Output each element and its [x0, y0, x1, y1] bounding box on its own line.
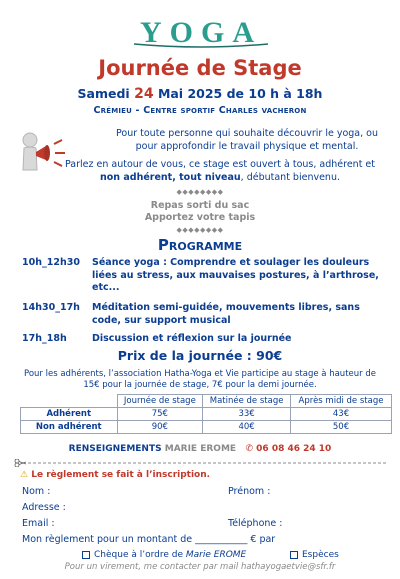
table-header: Journée de stage: [117, 395, 203, 408]
form-reglement-label[interactable]: Mon règlement pour un montant de ___________ € par: [22, 534, 276, 545]
programme-item: [22, 333, 382, 347]
date-prefix: Samedi: [77, 86, 130, 101]
intro-paragraph-1: Pour toute personne qui souhaite découvrir le yoga, ou pour approfondir le travail physique et mental.: [116, 128, 378, 152]
table-cell: 50€: [291, 421, 392, 434]
intro-tout-niveau: , tout niveau: [172, 172, 241, 183]
venue: Crémieu - Centre sportif Charles vacheron: [93, 105, 307, 116]
cheque-label: Chèque à l’ordre de: [94, 550, 183, 560]
programme-time: 10h_12h30: [22, 257, 80, 268]
cheque-payee: Marie EROME: [185, 550, 247, 560]
programme-desc: Discussion et réflexion sur la journée: [92, 333, 292, 344]
event-date: [0, 86, 400, 102]
intro-paragraph-2: [60, 158, 380, 184]
table-corner: [21, 395, 118, 408]
date-suffix: Mai 2025 de 10 h à 18h: [157, 86, 323, 101]
intro-non-adherent: non adhérent: [100, 172, 173, 183]
especes-option[interactable]: [290, 550, 339, 560]
warning-text: Le règlement se fait à l’inscription.: [31, 470, 211, 480]
table-header-row: [21, 395, 392, 408]
warning-icon: ⚠: [20, 470, 29, 480]
diamond-divider: ◆◆◆◆◆◆◆◆: [176, 188, 224, 196]
row-label: Non adhérent: [21, 421, 118, 434]
table-cell: 43€: [291, 408, 392, 421]
programme-title: Programme: [157, 236, 243, 254]
programme-desc: Méditation semi-guidée, mouvements libres, sans code, sur support musical: [92, 302, 360, 326]
page-title: Journée de Stage: [98, 56, 302, 80]
row-label: Adhérent: [21, 408, 118, 421]
table-cell: 40€: [203, 421, 291, 434]
cheque-option[interactable]: [82, 550, 246, 560]
contact-line: [0, 444, 400, 454]
form-email-label[interactable]: Email :: [22, 518, 55, 529]
table-header: Après midi de stage: [291, 395, 392, 408]
logo-text: YOGA: [140, 16, 262, 48]
especes-label: Espèces: [302, 550, 339, 560]
form-telephone-label[interactable]: Téléphone :: [228, 518, 283, 529]
cheque-checkbox[interactable]: [82, 551, 90, 559]
contact-label: RENSEIGNEMENTS: [68, 444, 162, 454]
programme-desc: Séance yoga : Comprendre et soulager les douleurs liées au stress, aux mauvaises postures, à l’arthrose, etc...: [92, 257, 379, 293]
table-cell: 33€: [203, 408, 291, 421]
table-row: [21, 421, 392, 434]
repas-line: Repas sorti du sac: [150, 200, 250, 211]
form-prenom-label[interactable]: Prénom :: [228, 486, 271, 497]
price-note: Pour les adhérents, l’association Hatha-Yoga et Vie participe au stage à hauteur de 15€ pour la journée de stage, 7€ pour la demi journée.: [24, 369, 376, 390]
scissors-cut-line: [14, 459, 388, 467]
table-header: Matinée de stage: [203, 395, 291, 408]
especes-checkbox[interactable]: [290, 551, 298, 559]
tapis-line: Apportez votre tapis: [144, 212, 256, 223]
virement-note: Pour un virement, me contacter par mail hathayogaetvie@sfr.fr: [64, 562, 336, 572]
form-adresse-label[interactable]: Adresse :: [22, 502, 66, 513]
phone-icon: ✆: [245, 444, 254, 454]
payment-warning: [20, 470, 210, 480]
table-cell: 90€: [117, 421, 203, 434]
intro-text-a: Parlez en autour de vous, ce stage est ouvert à tous, adhérent et: [64, 159, 376, 170]
intro-text-d: , débutant bienvenu.: [240, 172, 340, 183]
repas-info: [0, 200, 400, 224]
price-table: [20, 394, 392, 434]
programme-time: 17h_18h: [22, 333, 67, 344]
form-nom-label[interactable]: Nom :: [22, 486, 51, 497]
programme-time: 14h30_17h: [22, 302, 80, 313]
diamond-divider-2: ◆◆◆◆◆◆◆◆: [176, 226, 224, 234]
yoga-logo: [126, 14, 276, 48]
programme-item: [22, 257, 382, 297]
table-row: [21, 408, 392, 421]
date-day: 24: [134, 86, 154, 102]
contact-phone: 06 08 46 24 10: [256, 444, 332, 454]
table-cell: 75€: [117, 408, 203, 421]
price-title: Prix de la journée : 90€: [117, 348, 283, 363]
programme-item: [22, 302, 382, 328]
contact-name: MARIE EROME: [164, 444, 237, 454]
